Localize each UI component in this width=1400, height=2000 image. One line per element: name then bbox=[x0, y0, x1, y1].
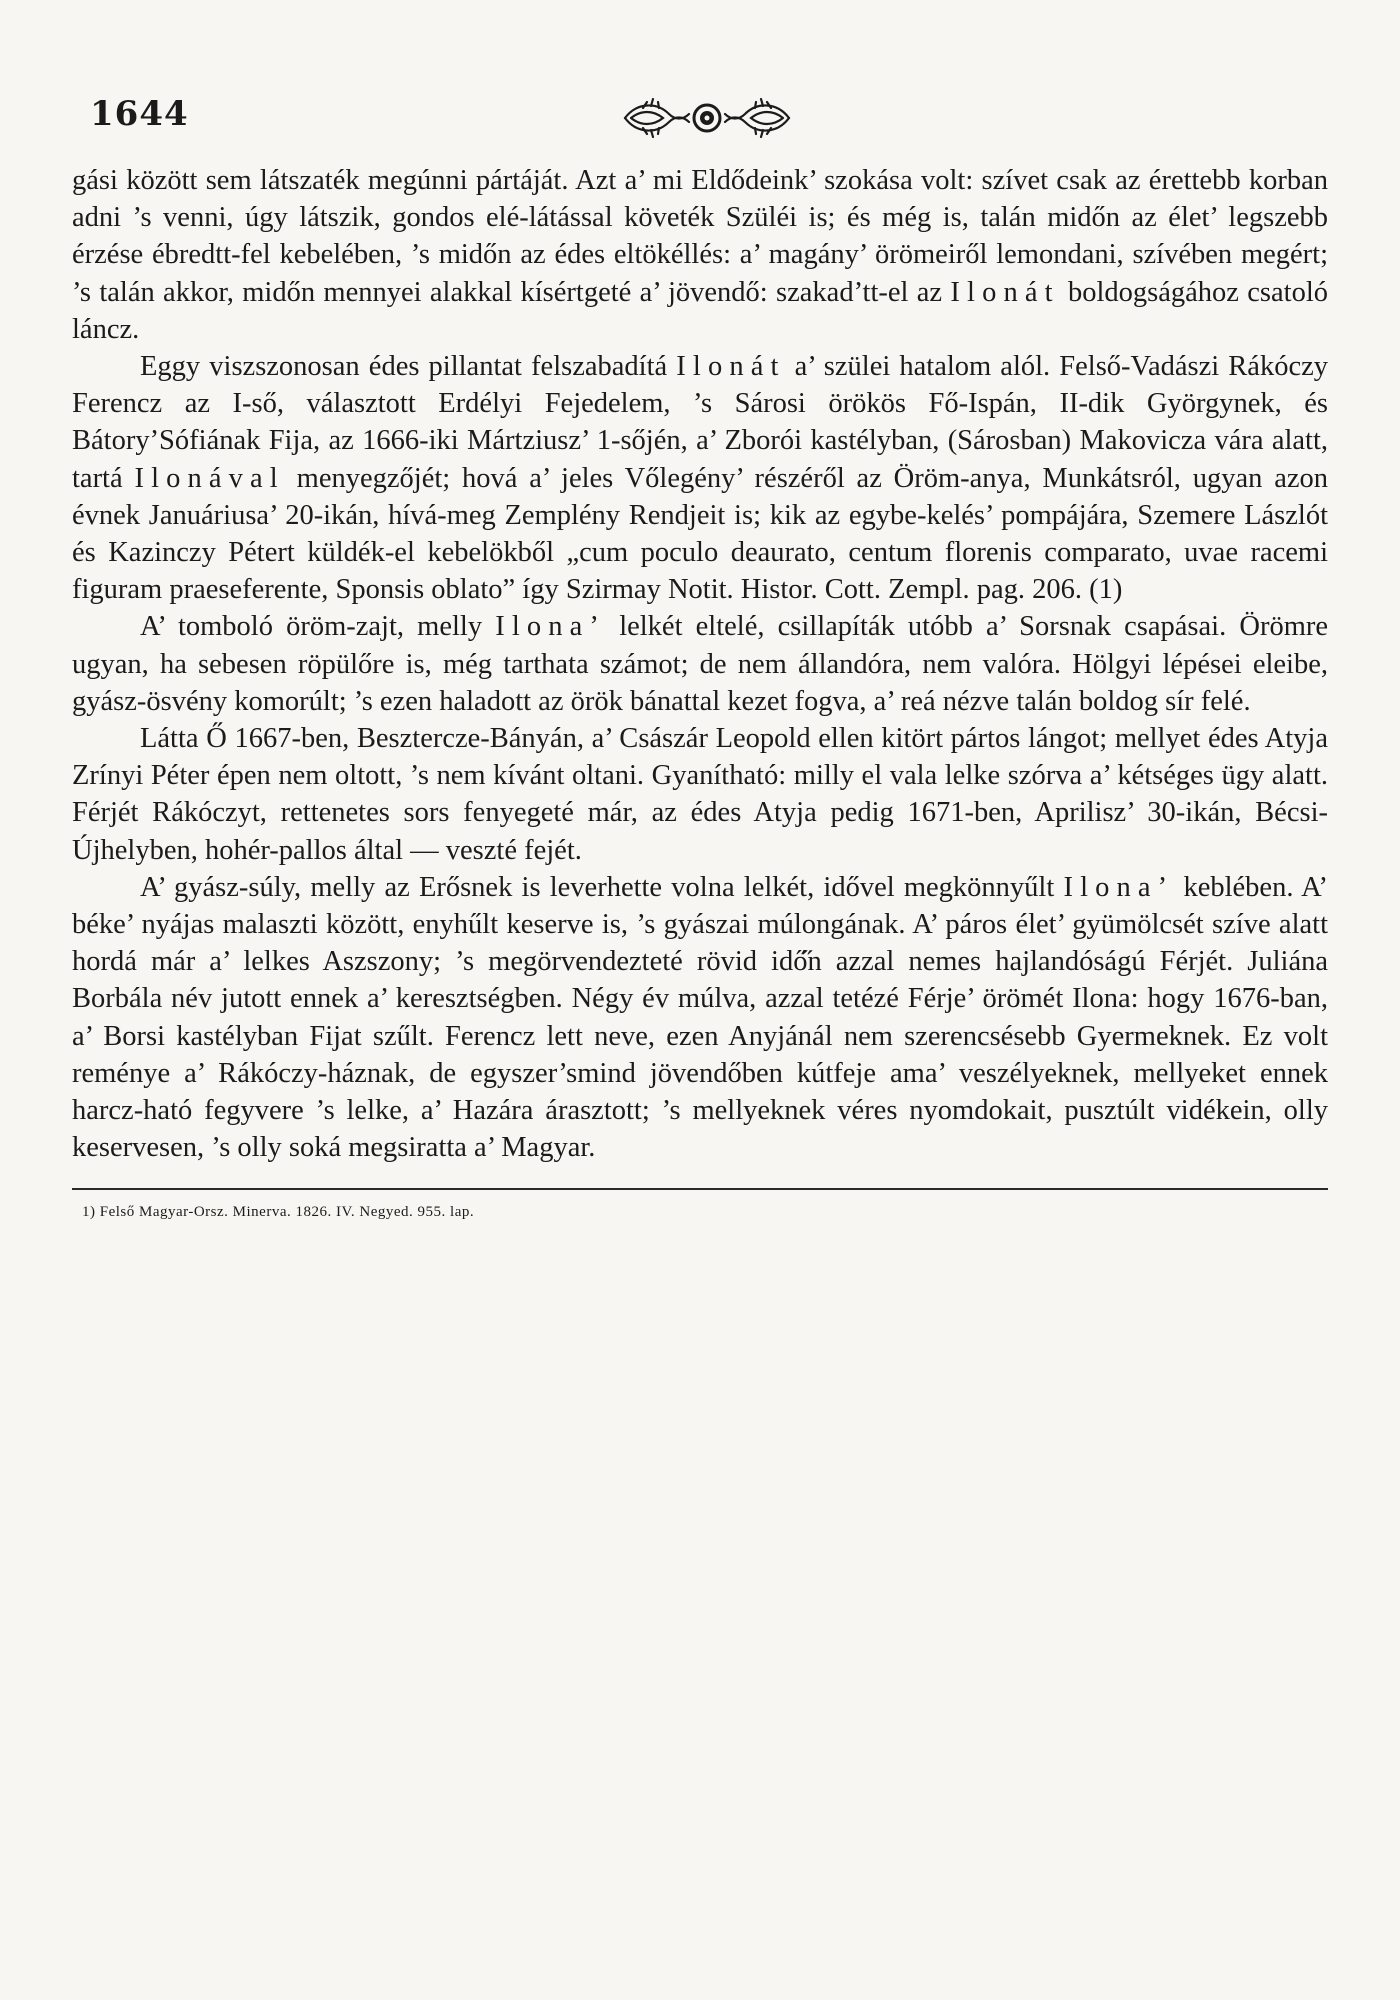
floral-ornament-icon bbox=[617, 96, 797, 140]
spaced-name: Ilona’ bbox=[1063, 871, 1175, 903]
paragraph-p5 bbox=[72, 869, 1328, 1167]
text-run: gási között sem látszaték megúnni pártáját. Azt a’ mi Eldődeink’ szokása volt: szívet csak az érettebb korban adni ’s venni, úgy látszik, gondos elé-látással követék Szüléi is; és még is, talán midőn az élet’ legszebb érzése ébredtt-fel kebelében, ’s midőn az édes eltökéllés: a’ magány’ örömeiről lemondani, szívében megért; ’s talán akkor, midőn mennyei alakkal kísértgeté a’ jövendő: szakad’tt-el az bbox=[72, 165, 1328, 308]
spaced-name: Ilonával bbox=[134, 462, 285, 494]
text-run: a’ szülei hatalom alól. Felső-Vadászi Rákóczy Ferencz az I-ső, választott Erdélyi Fejedelem, ’s Sárosi örökös Fő-Ispán, II-dik Györgynek, és Bátory’Sófiának Fija, az 1666-iki Mártziusz’ 1-sőjén, a’ Zborói kastélyban, (Sárosban) Makovicza vára alatt, tartá bbox=[72, 351, 1328, 494]
text-run: lelkét eltelé, csillapíták utóbb a’ Sorsnak csapásai. Örömre ugyan, ha sebesen röpülőre is, még tarthata számot; de nem állandóra, nem valóra. Hölgyi lépései eleibe, gyász-ösvény komorúlt; ’s ezen haladott az örök bánattal kezet fogva, a’ reá nézve talán boldog sír felé. bbox=[72, 611, 1328, 717]
text-run: A’ gyász-súly, melly az Erősnek is leverhette volna lelkét, idővel megkönnyűlt bbox=[140, 871, 1064, 903]
page-header bbox=[72, 88, 1328, 148]
text-run: keblében. A’ béke’ nyájas malaszti között, enyhűlt keserve is, ’s gyászai múlongának. A’ páros élet’ gyümölcsét szíve alatt hordá már a’ lelkes Aszszony; ’s megörvendezteté rövid idő̋n azzal nemes hajlandóságú Férjét. Juliána Borbála név jutott ennek a’ keresztségben. Négy év múlva, azzal tetézé Férje’ örömét Ilona: hogy 1676-ban, a’ Borsi kastélyban Fijat szűlt. Ferencz lett neve, ezen Anyjánál nem szerencsésebb Gyermeknek. Ez volt reménye a’ Rákóczy-háznak, de egyszer’smind jövendőben kútfeje ama’ veszélyeknek, mellyeket ennek harcz-ható fegyvere ’s lelke, a’ Hazára árasztott; ’s mellyeknek véres nyomdokait, pusztúlt vidékein, olly keservesen, ’s olly soká megsiratta a’ Magyar. bbox=[72, 871, 1328, 1164]
paragraph-p2 bbox=[72, 348, 1328, 608]
paragraph-p4 bbox=[72, 720, 1328, 869]
body-text bbox=[72, 162, 1328, 1166]
spaced-name: Ilonát bbox=[676, 351, 786, 383]
text-run: A’ tomboló öröm-zajt, melly bbox=[140, 611, 496, 643]
spaced-name: Ilona’ bbox=[495, 611, 607, 643]
paragraph-p3 bbox=[72, 608, 1328, 720]
text-run: boldogságához csatoló láncz. bbox=[72, 276, 1328, 345]
spaced-name: Ilonát bbox=[950, 276, 1060, 308]
text-run: menyegzőjét; hová a’ jeles Vőlegény’ részéről az Öröm-anya, Munkátsról, ugyan azon évnek Januáriusa’ 20-ikán, hívá-meg Zemplény Rendjeit is; kik az egybe-kelés’ pompájára, Szemere Lászlót és Kazinczy Pétert küldék-el kebelökből „cum poculo deaurato, centum florenis comparato, uvae racemi figuram praeseferente, Sponsis oblato” így Szirmay Notit. Histor. Cott. Zempl. pag. 206. (1) bbox=[72, 462, 1328, 606]
paragraph-p1 bbox=[72, 162, 1328, 348]
footnote: 1) Felső Magyar-Orsz. Minerva. 1826. IV. Negyed. 955. lap. bbox=[82, 1204, 475, 1221]
page-number: 1644 bbox=[90, 94, 189, 134]
text-run: Eggy viszszonosan édes pillantat felszabadítá bbox=[140, 351, 677, 383]
footnote-separator bbox=[72, 1188, 1328, 1190]
text-run: Látta Ő 1667-ben, Besztercze-Bányán, a’ Császár Leopold ellen kitört pártos lángot; mellyet édes Atyja Zrínyi Péter épen nem oltott, ’s nem kívánt oltani. Gyanítható: milly el vala lelke szórva a’ kétséges ügy alatt. Férjét Rákóczyt, rettenetes sors fenyegeté már, az édes Atyja pedig 1671-ben, Aprilisz’ 30-ikán, Bécsi-Újhelyben, hohér-pallos által — veszté fejét. bbox=[72, 723, 1328, 866]
